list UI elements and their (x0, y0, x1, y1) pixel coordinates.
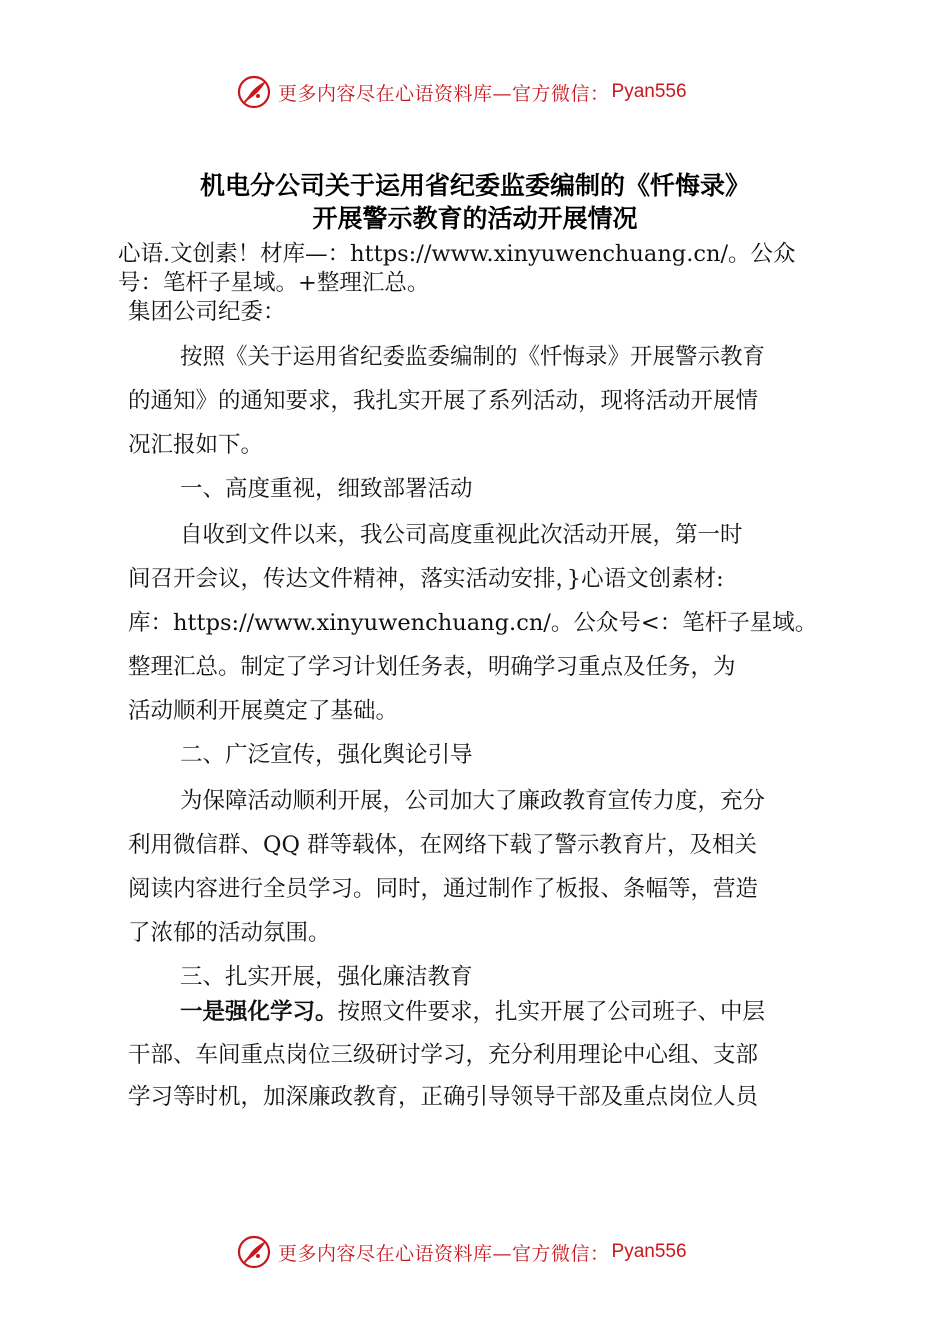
section2-line: 了浓郁的活动氛围。 (128, 920, 331, 946)
section3-lead-line (180, 997, 765, 1027)
banner-text: 更多内容尽在心语资料库—官方微信： (278, 1242, 610, 1265)
intro-line: 况汇报如下。 (128, 432, 264, 458)
section1-line: 整理汇总。制定了学习计划任务表，明确学习重点及任务，为 (128, 654, 736, 680)
section2-heading: 二、广泛宣传，强化舆论引导 (180, 742, 473, 768)
footer-banner[interactable] (236, 1232, 756, 1272)
feather-pen-circle-icon (236, 74, 272, 110)
section3-line: 学习等时机，加深廉政教育，正确引导领导干部及重点岗位人员 (128, 1084, 759, 1110)
section2-line: 利用微信群、QQ 群等载体，在网络下载了警示教育片，及相关 (128, 832, 758, 858)
banner-wechat-id: Pyan556 (611, 1241, 687, 1262)
source-line-1: 心语.文创素！材库—：https://www.xinyuwenchuang.cn/。公众 (118, 241, 796, 267)
section2-line: 阅读内容进行全员学习。同时，通过制作了板报、条幅等，营造 (128, 876, 759, 902)
section1-line: 活动顺利开展奠定了基础。 (128, 698, 399, 724)
intro-line: 按照《关于运用省纪委监委编制的《忏悔录》开展警示教育 (180, 344, 766, 370)
section1-line: 间召开会议，传达文件精神，落实活动安排，}心语文创素材: (128, 566, 724, 592)
banner-text: 更多内容尽在心语资料库—官方微信： (278, 82, 610, 105)
feather-pen-circle-icon (236, 1234, 272, 1270)
section3-line: 干部、车间重点岗位三级研讨学习，充分利用理论中心组、支部 (128, 1042, 759, 1068)
section3-lead-rest: 按照文件要求，扎实开展了公司班子、中层 (337, 999, 766, 1025)
source-line-2: 号：笔杆子星域。+整理汇总。 (118, 270, 430, 296)
section3-lead-bold: 一是强化学习。 (180, 999, 338, 1025)
section1-line: 自收到文件以来，我公司高度重视此次活动开展，第一时 (180, 522, 743, 548)
salutation: 集团公司纪委： (128, 299, 286, 325)
banner-wechat-id: Pyan556 (611, 81, 687, 102)
intro-line: 的通知》的通知要求，我扎实开展了系列活动，现将活动开展情 (128, 388, 759, 414)
section1-heading: 一、高度重视，细致部署活动 (180, 476, 473, 502)
document-title-line1: 机电分公司关于运用省纪委监委编制的《忏悔录》 (199, 171, 750, 200)
section2-line: 为保障活动顺利开展，公司加大了廉政教育宣传力度，充分 (180, 788, 766, 814)
document-title-line2: 开展警示教育的活动开展情况 (312, 204, 638, 233)
section3-heading: 三、扎实开展，强化廉洁教育 (180, 964, 473, 990)
header-banner[interactable] (236, 72, 756, 112)
section1-line: 库：https://www.xinyuwenchuang.cn/。公众号<：笔杆子星域。 (128, 610, 818, 636)
